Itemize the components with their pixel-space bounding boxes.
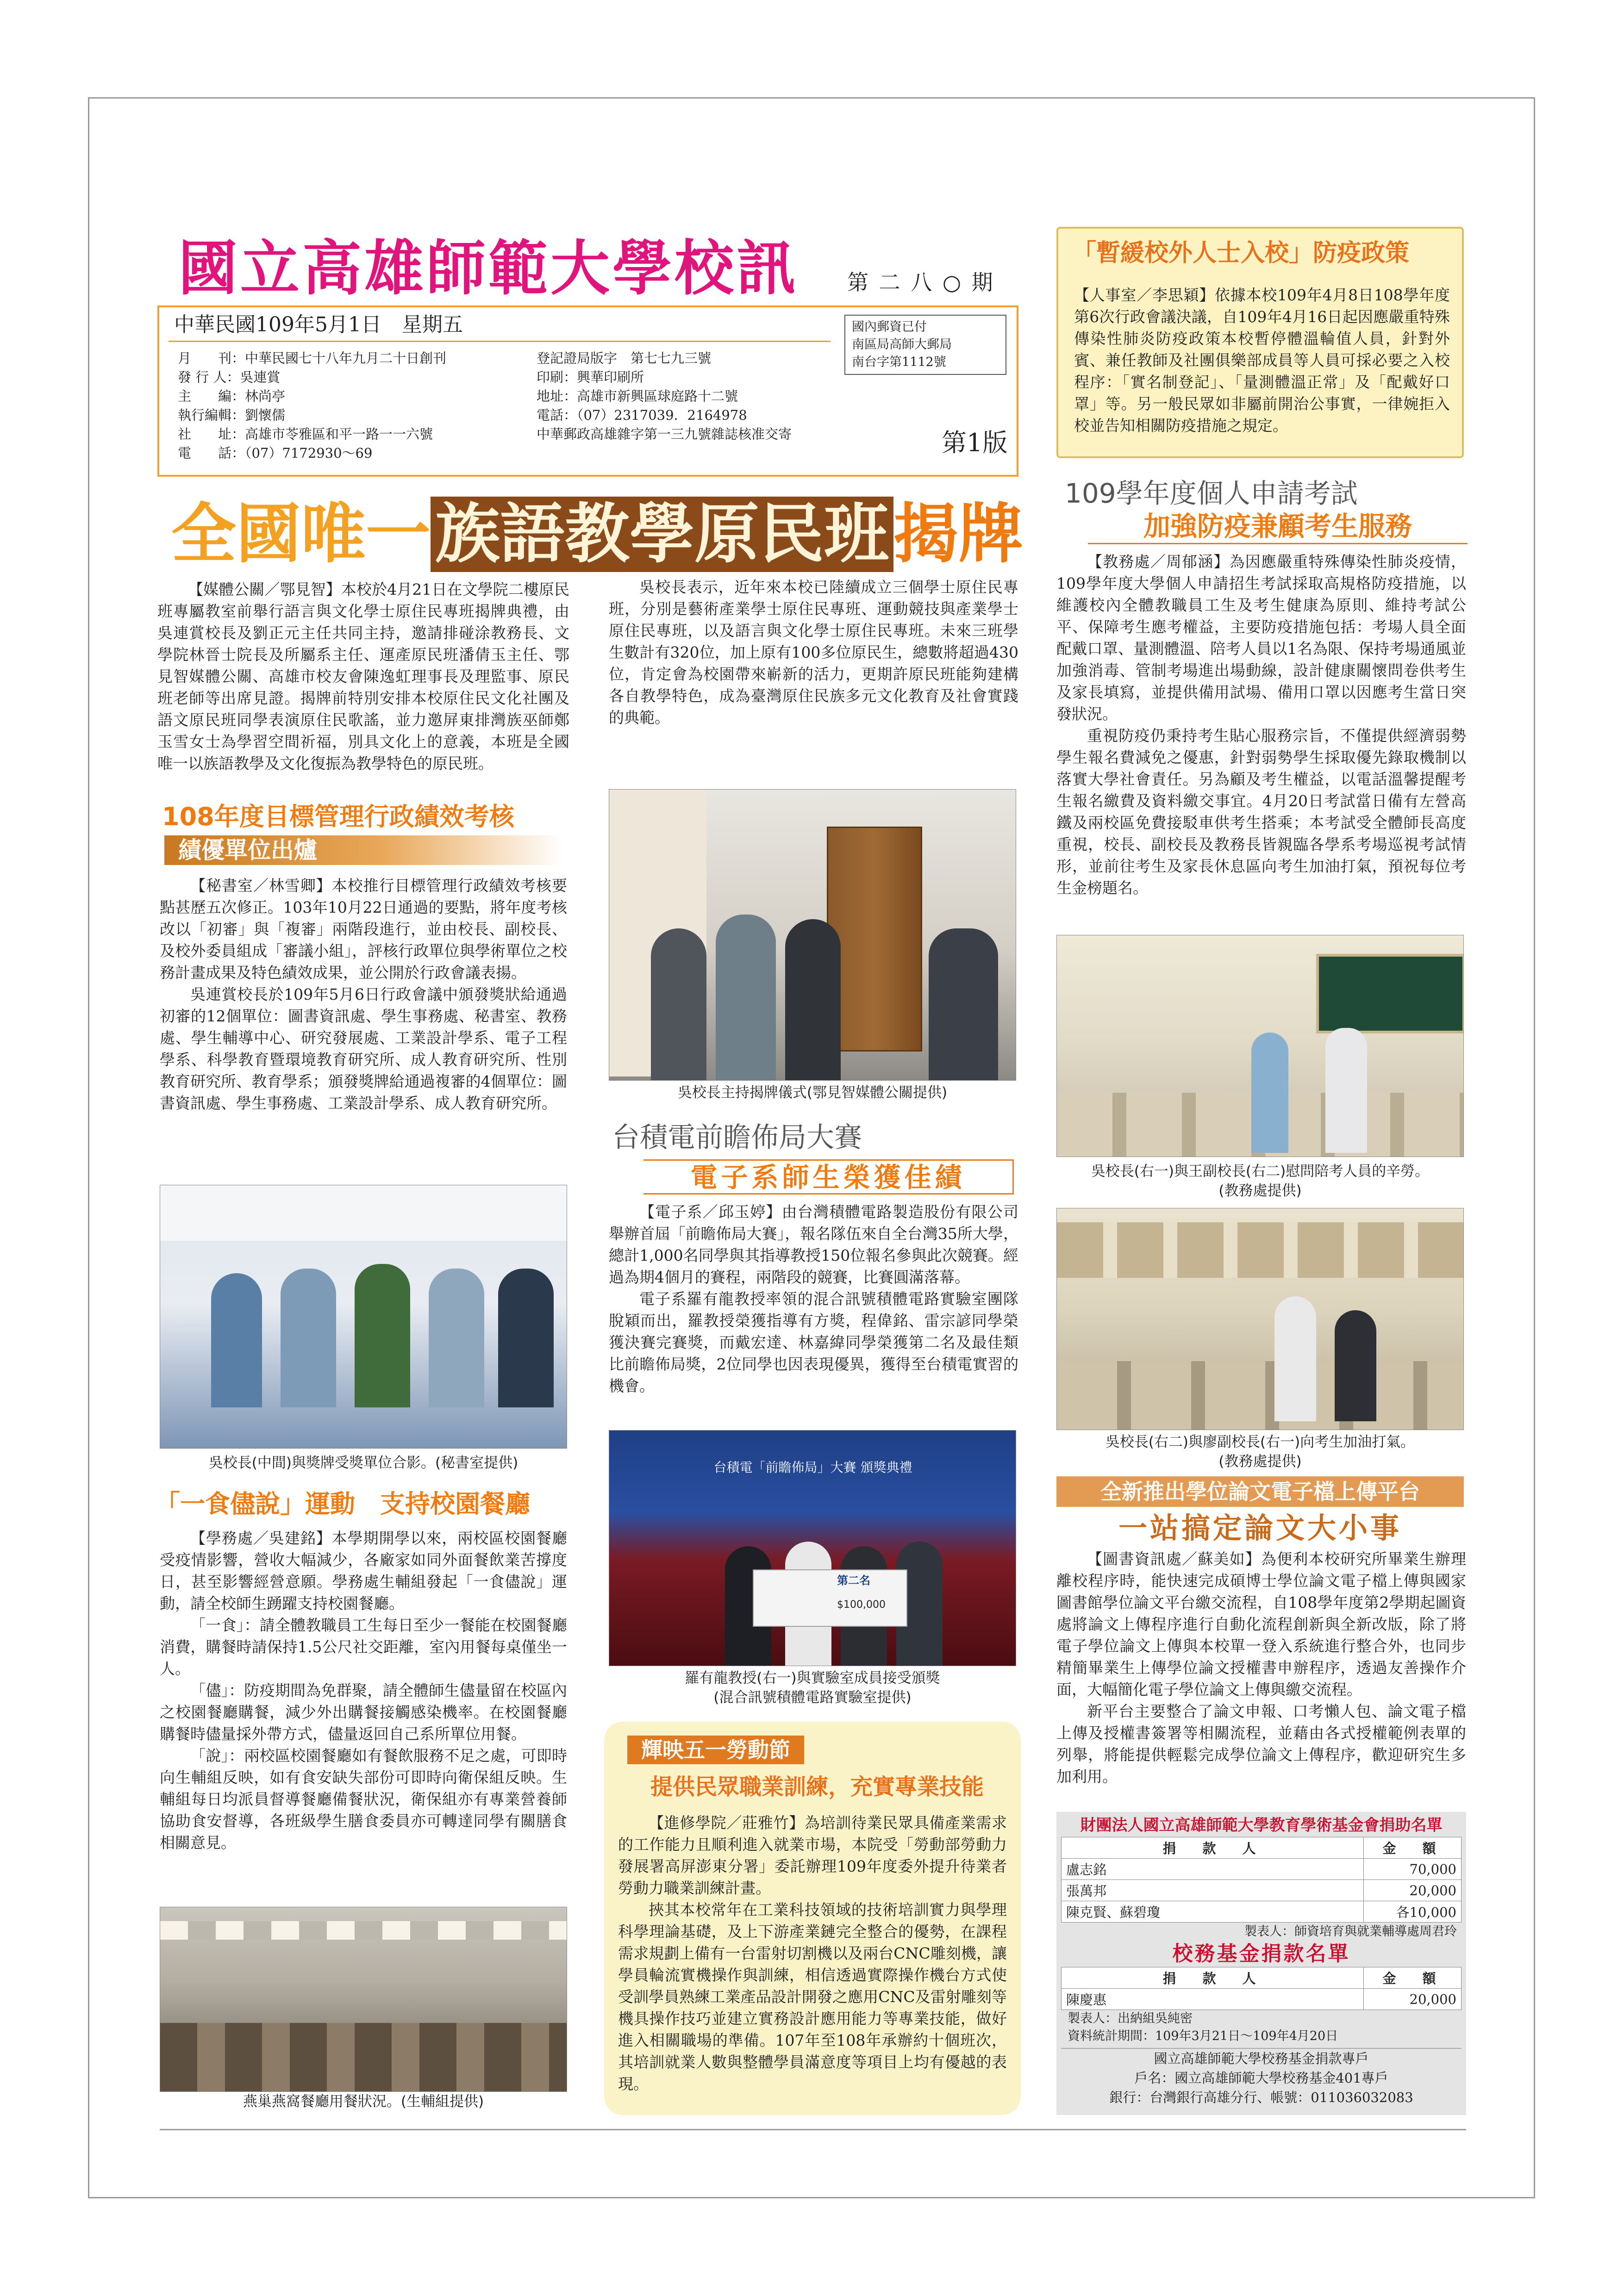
paragraph: 【學務處／吳建銘】本學期開學以來，兩校區校園餐廳受疫情影響，營收大幅減少，各廠家如同外面餐飲業苦撐度日，甚至影響經營意願。學務處生輔組發起「一食儘說」運動，請全校師生踴躍支持校園餐廳。 (160, 1529, 567, 1612)
paragraph: 「儘」：防疫期間為免群聚，請全體師生儘量留在校區內之校園餐廳購餐，減少外出購餐接觸感染機率。在校園餐廳購餐時儘量採外帶方式，儘量返回自己系所單位用餐。 (160, 1681, 567, 1743)
person (716, 915, 776, 1081)
headline-article-col2 (609, 576, 1018, 728)
window (1057, 1222, 1464, 1278)
diet-title: 「一食儘說」運動 支持校園餐廳 (155, 1489, 530, 1518)
exam-caption-1: 吳校長(右一)與王副校長(右二)慰問陪考人員的辛勞。 (教務處提供) (1091, 1163, 1430, 1199)
tables (160, 2023, 567, 2092)
tsmc-title: 台積電前瞻佈局大賽 (612, 1121, 862, 1154)
donations-note-2b: 資料統計期間：109年3月21日～109年4月20日 (1068, 2029, 1338, 2043)
exam-caption-2: 吳校長(右二)與廖副校長(右一)向考生加油打氣。 (教務處提供) (1105, 1434, 1415, 1470)
paragraph: 【秘書室／林雪卿】本校推行目標管理行政績效考核要點甚歷五次修正。103年10月22日通過的要點，將年度考核改以「初審」與「複審」兩階段進行，並由校長、副校長、及校外委員組成「審議小組」，評核行政單位與學術單位之校務計畫成果及特色績效成果，並公開於行政會議表揚。 (160, 877, 567, 982)
main-headline (171, 498, 1023, 572)
issue-number: 第 二 八 ○ 期 (847, 270, 995, 295)
donor-name: 盧志銘 (1062, 1859, 1364, 1880)
paragraph: 吳連賞校長於109年5月6日行政會議中頒發獎狀給通過初審的12個單位：圖書資訊處、學生事務處、秘書室、教務處、學生輔導中心、研究發展處、工業設計學系、電子工程學系、科學教育暨環境教育研究所、成人教育研究所、性別教育研究所、教育學系；頒發獎牌給通過複審的4個單位：圖書資訊處、學生事務處、工業設計學系、成人教育研究所。 (160, 985, 567, 1112)
bottom-rule (160, 2129, 1466, 2130)
info-line: 登記證局版字 第七七九三號 (537, 350, 712, 366)
table-header-row (1062, 1967, 1462, 1989)
paragraph: 【教務處／周郁涵】為因應嚴重特殊傳染性肺炎疫情，109學年度大學個人申請招生考試採取高規格防疫措施，以維護校內全體教職員工生及考生健康為原則、維持考試公平、保障考生應考權益，主要防疫措施包括：考場人員全面配戴口罩、量測體溫、陪考人員以1名為限、保持考場通風並加強消毒、管制考場進出場動線，設計健康關懷問卷供考生及家長填寫，並提供備用試場、備用口罩以因應考生當日突發狀況。 (1056, 553, 1466, 723)
donations-footer (1061, 2048, 1462, 2107)
donations-title-2: 校務基金捐款名單 (1172, 1942, 1350, 1966)
thesis-title: 一站搞定論文大小事 (1118, 1511, 1402, 1545)
paragraph: 【電子系／邱玉婷】由台灣積體電路製造股份有限公司舉辦首屆「前瞻佈局大賽」，報名隊伍來自全台灣35所大學，總計1,000名同學與其指導教授150位報名參與此次競賽。經過為期4個月的賽程，兩階段的競賽，比賽圓滿落幕。 (609, 1203, 1018, 1286)
paragraph: 新平台主要整合了論文申報、口考懶人包、論文電子檔上傳及授權書簽署等相關流程，並藉由各式授權範例表單的列舉，將能提供輕鬆完成學位論文上傳程序，歡迎研究生多加利用。 (1056, 1702, 1466, 1786)
postage-box (844, 315, 1006, 375)
person (929, 928, 998, 1081)
info-line: 主 編：林尚亭 (178, 388, 286, 404)
donor-amount: 70,000 (1364, 1859, 1462, 1880)
exam-title: 109學年度個人申請考試 (1065, 478, 1358, 509)
donations-title-1: 財團法人國立高雄師範大學教育學術基金會捐助名單 (1080, 1816, 1443, 1835)
masthead-underline (169, 341, 831, 342)
header-donor: 捐 款 人 (1062, 1837, 1364, 1859)
paragraph: 重視防疫仍秉持考生貼心服務宗旨，不僅提供經濟弱勢學生報名費減免之優惠，針對弱勢學生採取優先錄取機制以落實大學社會責任。另為顧及考生權益，以電話溫馨提醒考生報名繳費及資料繳交事宜。4月20日考試當日備有左營高鐵及兩校區免費接駁車供考生搭乘；本考試受全體師長高度重視，校長、副校長及教務長皆親臨各學系考場巡視考試情形，並前往考生及家長休息區向考生加油打氣，預祝每位考生金榜題名。 (1056, 727, 1466, 897)
donations-note-1: 製表人：師資培育與就業輔導處周君玲 (1244, 1924, 1457, 1939)
labor-tag: 輝映五一勞動節 (627, 1736, 804, 1764)
paragraph: 【進修學院／莊雅竹】為培訓待業民眾具備產業需求的工作能力且順利進入就業市場，本院受「勞動部勞動力發展署高屏澎東分署」委託辦理109年度委外提升待業者勞動力職業訓練計畫。 (618, 1814, 1007, 1897)
tsmc-subtitle: 電子系師生榮獲佳績 (643, 1159, 1014, 1195)
page-label: 第1版 (942, 428, 1008, 457)
info-line: 電話：（07）2317039．2164978 (537, 407, 747, 423)
check-label: 第二名 (837, 1574, 870, 1587)
tsmc-caption: 羅有龍教授(右一)與實驗室成員接受頒獎 (混合訊號積體電路實驗室提供) (685, 1670, 940, 1706)
visitor-policy-title: 「暫緩校外人士入校」防疫政策 (1072, 239, 1410, 267)
person (1274, 1296, 1316, 1421)
paragraph: 挾其本校常年在工業科技領域的技術培訓實力與學理科學理論基礎，及上下游產業鏈完全整合的優勢，在課程需求規劃上備有一台雷射切割機以及兩台CNC雕刻機，讓學員輪流實機操作與訓練，相信透過實際操作機台方式使受訓學員熟練工業產品設計開發之應用CNC及雷射雕刻等機具操作技巧並建立實務設計應用能力等專業技能，做好進入相關職場的準備。107年至108年承辦約十個班次，其培訓就業人數與整體學員滿意度等項目上均有優越的表現。 (618, 1901, 1007, 2093)
masthead-info-left (178, 349, 530, 463)
diet-body (160, 1527, 567, 1854)
person (785, 919, 841, 1081)
masthead-title: 國立高雄師範大學校訊 (178, 234, 799, 303)
award-caption: 吳校長(中間)與獎牌受獎單位合影。(秘書室提供) (208, 1455, 518, 1471)
paragraph: 「一食」：請全體教職員工生每日至少一餐能在校園餐廳消費，購餐時請保持1.5公尺社交距離，室內用餐每桌僅坐一人。 (160, 1616, 567, 1678)
donations-note-2a: 製表人：出納組吳純密 (1068, 2011, 1193, 2026)
person (498, 1269, 554, 1407)
masthead-box (157, 305, 1018, 477)
paragraph: 電子系羅有龍教授率領的混合訊號積體電路實驗室團隊脫穎而出，羅教授榮獲指導有方獎，程偉銘、雷宗諺同學榮獲決賽完賽獎，而戴宏達、林嘉緯同學榮獲第二名及最佳類比前瞻佈局獎，2位同學也因表現優異，獲得至台積電實習的機會。 (609, 1290, 1018, 1395)
paragraph: 「說」：兩校區校園餐廳如有餐飲服務不足之處，可即時向生輔組反映，如有食安缺失部份可即時向衛保組反映。生輔組每日均派員督導餐廳備餐狀況，衛保組亦有專業營養師協助食安督導，各班級學生膳食委員亦可轉達同學有關膳食相關意見。 (160, 1747, 567, 1852)
exam-subtitle: 加強防疫兼顧考生服務 (1088, 509, 1468, 544)
thesis-tag: 全新推出學位論文電子檔上傳平台 (1056, 1476, 1464, 1507)
donor-name: 陳克賢、蘇碧瓊 (1062, 1901, 1364, 1923)
tsmc-banner-text: 台積電「前瞻佈局」大賽 頒獎典禮 (713, 1460, 912, 1475)
person (1335, 1310, 1376, 1421)
info-line: 執行編輯：劉懷儒 (178, 407, 286, 423)
labor-title: 提供民眾職業訓練，充實專業技能 (650, 1774, 984, 1800)
admin-title: 108年度目標管理行政績效考核 (162, 802, 514, 831)
exam-photo-1 (1056, 935, 1464, 1157)
donor-name: 陳慶惠 (1062, 1989, 1364, 2010)
donor-amount: 20,000 (1364, 1989, 1462, 2010)
header-amount: 金 額 (1364, 1837, 1462, 1859)
paragraph: 【圖書資訊處／蘇美如】為便利本校研究所畢業生辦理離校程序時，能快速完成碩博士學位論文電子檔上傳與國家圖書館學位論文平台繳交流程，自108學年度第2學期起圖資處將論文上傳程序進行自動化流程創新與全新改版，除了將電子學位論文上傳與本校單一登入系統進行整合外，也同步精簡畢業生上傳學位論文授權書申辦程序，透過友善操作介面，大幅簡化電子學位論文上傳與繳交流程。 (1056, 1550, 1466, 1699)
check-amount: $100,000 (837, 1599, 886, 1611)
donations-table-1 (1061, 1837, 1462, 1923)
headline-paragraph: 【媒體公關／鄂見智】本校於4月21日在文學院二樓原民班專屬教室前舉行語言與文化學士原住民專班揭牌典禮，由吳連賞校長及劉正元主任共同主持，邀請排碰涂教務長、文學院林晉士院長及所屬系主任、運產原民班潘倩玉主任、鄂見智媒體公關、高雄市校友會陳逸虹理事長及理監事、原民班老師等出席見證。揭牌前特別安排本校原住民文化社團及語文原民班同學表演原住民歌謠，並力邀屏東排灣族巫師鄭玉雪女士為學習空間祈福，別具文化上的意義，本班是全國唯一以族語教學及文化復振為教學特色的原民班。 (157, 580, 569, 772)
person (429, 1269, 484, 1407)
person (1325, 1028, 1367, 1153)
headline-article-col1 (157, 579, 569, 774)
donations-box (1056, 1812, 1466, 2115)
postage-line: 南台字第1112號 (852, 355, 946, 369)
tsmc-photo (609, 1430, 1016, 1666)
table-row (1062, 1859, 1462, 1880)
award-photo (160, 1185, 567, 1449)
labor-box (604, 1722, 1021, 2115)
visitor-policy-box (1056, 227, 1464, 458)
tsmc-body (609, 1201, 1018, 1397)
thesis-body (1056, 1548, 1466, 1787)
info-line: 地址：高雄市新興區球庭路十二號 (537, 388, 738, 404)
issue-date: 中華民國109年5月1日 星期五 (174, 313, 463, 336)
footer-line: 戶名：國立高雄師範大學校務基金401專戶 (1134, 2070, 1388, 2086)
paragraph (157, 579, 569, 774)
info-line: 電 話：（07）7172930～69 (178, 445, 373, 461)
masthead-info-right (537, 349, 861, 444)
table-header-row (1062, 1837, 1462, 1859)
person (355, 1264, 410, 1407)
canteen-photo (160, 1907, 567, 2092)
ceiling-lights (160, 1921, 567, 1940)
paragraph: 【人事室／李思穎】依據本校109年4月8日108學年度第6次行政會議決議，自109年4月16日起因應嚴重特殊傳染性肺炎防疫政策本校暫停體溫輪值人員，針對外賓、兼任教師及社團俱樂部成員等人員可採必要之入校程序：「實名制登記」、「量測體溫正常」及「配戴好口罩」等。另一般民眾如非屬前開治公事實，一律婉拒入校並告知相關防疫措施之規定。 (1074, 286, 1450, 435)
donor-name: 張萬邦 (1062, 1880, 1364, 1901)
exam-photo-2 (1056, 1208, 1464, 1430)
donations-table-2 (1061, 1967, 1462, 2010)
wood-plaque (827, 827, 922, 1052)
admin-body (160, 875, 567, 1114)
screen-panel (160, 1185, 567, 1241)
person (281, 1269, 336, 1407)
ceremony-photo (609, 789, 1016, 1081)
big-check (753, 1569, 907, 1627)
footer-line: 銀行：台灣銀行高雄分行、帳號：011036032083 (1109, 2090, 1413, 2105)
paragraph: 吳校長表示，近年來本校已陸續成立三個學士原住民專班，分別是藝術產業學士原住民專班、運動競技與產業學士原住民專班，以及語言與文化學士原住民專班。未來三班學生數計有320位，加上原有100多位原民生，總數將超過430位，肯定會為校園帶來嶄新的活力，更期許原民班能夠建構各自教學特色，成為臺灣原住民族多元文化教育及社會實踐的典範。 (609, 578, 1018, 727)
info-line: 中華郵政高雄雜字第一三九號雜誌核准交寄 (537, 426, 792, 442)
headline-prefix: 全國唯一 (171, 497, 431, 572)
canteen-caption: 燕巢燕窩餐廳用餐狀況。(生輔組提供) (243, 2093, 484, 2110)
table-row (1062, 1880, 1462, 1901)
exam-body (1056, 551, 1466, 899)
info-line: 印刷：興華印刷所 (537, 369, 644, 385)
person (211, 1273, 262, 1407)
table-row (1062, 1901, 1462, 1923)
desks (1057, 1361, 1464, 1430)
person (651, 928, 706, 1081)
info-line: 社 址：高雄市苓雅區和平一路一一六號 (178, 426, 433, 442)
donor-amount: 各10,000 (1364, 1901, 1462, 1923)
header-donor: 捐 款 人 (1062, 1967, 1364, 1989)
donor-amount: 20,000 (1364, 1880, 1462, 1901)
header-amount: 金 額 (1364, 1967, 1462, 1989)
table-row (1062, 1989, 1462, 2010)
headline-highlight: 族語教學原民班 (431, 497, 893, 572)
ceremony-caption: 吳校長主持揭牌儀式(鄂見智媒體公關提供) (677, 1084, 948, 1101)
labor-body (618, 1812, 1007, 2095)
info-line: 發 行 人：吳連賞 (178, 369, 281, 385)
footer-line: 國立高雄師範大學校務基金捐款專戶 (1154, 2051, 1369, 2066)
visitor-policy-body (1074, 284, 1450, 436)
admin-subtitle: 績優單位出爐 (164, 835, 562, 865)
person (1251, 1033, 1288, 1153)
headline-suffix: 揭牌 (893, 497, 1024, 572)
postage-line: 南區局高師大郵局 (852, 337, 952, 352)
postage-line: 國內郵資已付 (852, 320, 927, 334)
info-line: 月 刊：中華民國七十八年九月二十日創刊 (178, 350, 447, 366)
blackboard (1316, 954, 1464, 1033)
